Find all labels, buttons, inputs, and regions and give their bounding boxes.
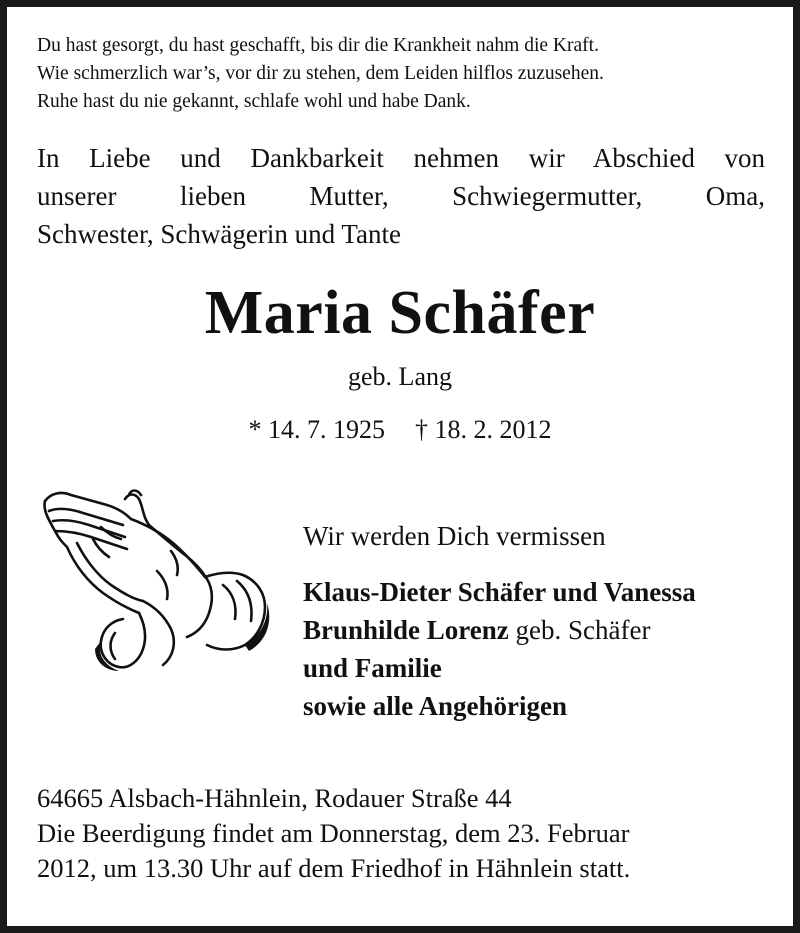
intro-line-2: unserer lieben Mutter, Schwiegermutter, Oma,	[37, 181, 765, 211]
family-line-2	[303, 611, 696, 649]
death-date: † 18. 2. 2012	[415, 415, 552, 444]
funeral-line-1: Die Beerdigung findet am Donnerstag, dem 23. Februar	[37, 818, 630, 848]
farewell-message: Wir werden Dich vermissen	[303, 521, 606, 551]
birth-name: geb. Lang	[348, 362, 452, 391]
verse	[37, 32, 604, 116]
deceased-name: Maria Schäfer	[204, 279, 596, 347]
family-line-3: und Familie	[303, 653, 442, 683]
verse-line-1: Du hast gesorgt, du hast geschafft, bis dir die Krankheit nahm die Kraft.	[37, 35, 599, 56]
family-line-2-name: Brunhilde Lorenz	[303, 615, 509, 645]
family-signature	[303, 517, 696, 725]
praying-hands-icon	[37, 481, 273, 683]
verse-line-3: Ruhe hast du nie gekannt, schlafe wohl und habe Dank.	[37, 91, 471, 112]
family-line-2-born: geb. Schäfer	[508, 615, 651, 645]
birth-date: * 14. 7. 1925	[248, 415, 385, 444]
family-line-1: Klaus-Dieter Schäfer und Vanessa	[303, 577, 696, 607]
life-dates	[7, 413, 793, 447]
family-line-4: sowie alle Angehörigen	[303, 691, 567, 721]
intro-line-1: In Liebe und Dankbarkeit nehmen wir Abschied von	[37, 143, 765, 173]
intro-line-3: Schwester, Schwägerin und Tante	[37, 219, 401, 249]
funeral-line-2: 2012, um 13.30 Uhr auf dem Friedhof in Hähnlein statt.	[37, 853, 631, 883]
verse-line-2: Wie schmerzlich war’s, vor dir zu stehen, dem Leiden hilflos zuzusehen.	[37, 63, 604, 84]
intro-text	[37, 139, 765, 253]
funeral-details	[37, 781, 630, 886]
address: 64665 Alsbach-Hähnlein, Rodauer Straße 44	[37, 783, 512, 813]
